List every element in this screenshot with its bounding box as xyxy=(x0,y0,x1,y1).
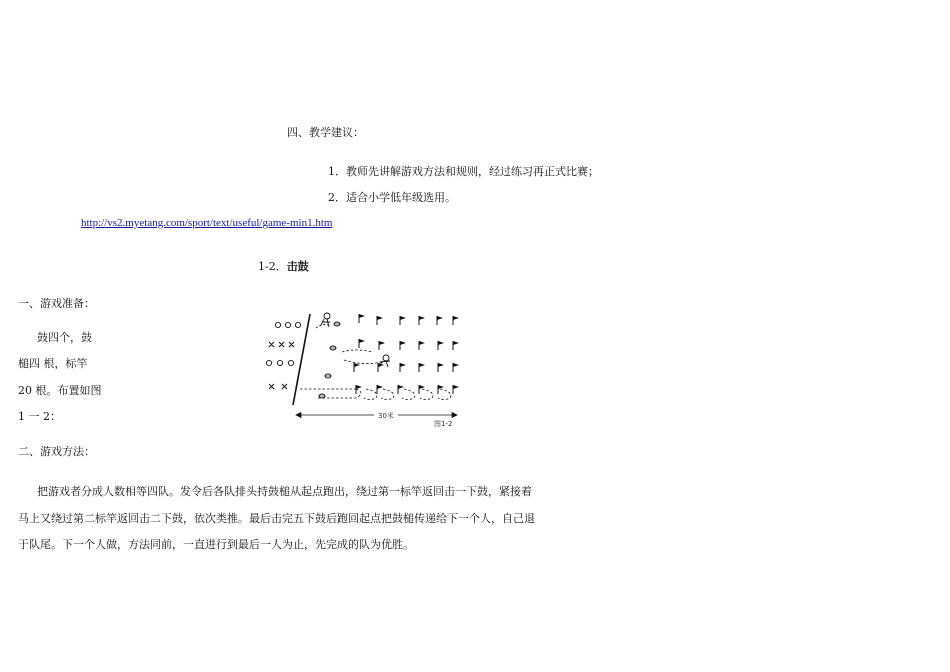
section4-heading: 四、教学建议： xyxy=(287,126,364,139)
runner-icons xyxy=(316,313,390,367)
figure-caption: 图1-2 xyxy=(434,420,453,428)
team-circles-row-3 xyxy=(266,360,293,365)
prep-line-3: 20 根。布置如图 xyxy=(18,384,102,397)
team-crosses-row-2 xyxy=(269,342,294,347)
method-line-3: 于队尾。下一个人做，方法同前，一直进行到最后一人为止，先完成的队为优胜。 xyxy=(18,538,414,551)
prep-line-1: 鼓四个，鼓 xyxy=(37,331,92,344)
game-name: 击鼓 xyxy=(286,260,309,273)
flag-rows xyxy=(354,314,459,394)
distance-label: 30米 xyxy=(378,412,394,420)
distance-arrow xyxy=(296,413,457,418)
method-line-2: 马上又绕过第二标竿返回击二下鼓，依次类推。最后击完五下鼓后跑回起点把鼓槌传递给下一个人，自己退 xyxy=(18,512,535,525)
drum-icons xyxy=(319,322,340,398)
game-number: 1-2． xyxy=(258,260,287,273)
prep-heading: 一、游戏准备： xyxy=(18,297,95,310)
method-heading: 二、游戏方法： xyxy=(18,445,95,458)
running-paths xyxy=(300,350,451,400)
section4-item-1: 1．教师先讲解游戏方法和规则，经过练习再正式比赛； xyxy=(328,165,599,178)
method-line-1: 把游戏者分成人数相等四队。发令后各队排头持鼓槌从起点跑出，绕过第一标竿返回击一下鼓，紧接着 xyxy=(37,485,532,498)
figure-1-2 xyxy=(262,304,472,428)
game-title xyxy=(258,260,309,274)
start-line xyxy=(293,314,310,405)
team-circles-row-1 xyxy=(275,322,300,327)
prep-line-4: 1 一 2： xyxy=(18,410,61,423)
section4-item-2: 2．适合小学低年级选用。 xyxy=(328,191,456,204)
team-crosses-row-4 xyxy=(269,384,287,389)
source-link[interactable]: http://vs2.myetang.com/sport/text/useful/game-min1.htm xyxy=(81,217,333,229)
prep-line-2: 槌四 根，标竿 xyxy=(18,357,88,370)
